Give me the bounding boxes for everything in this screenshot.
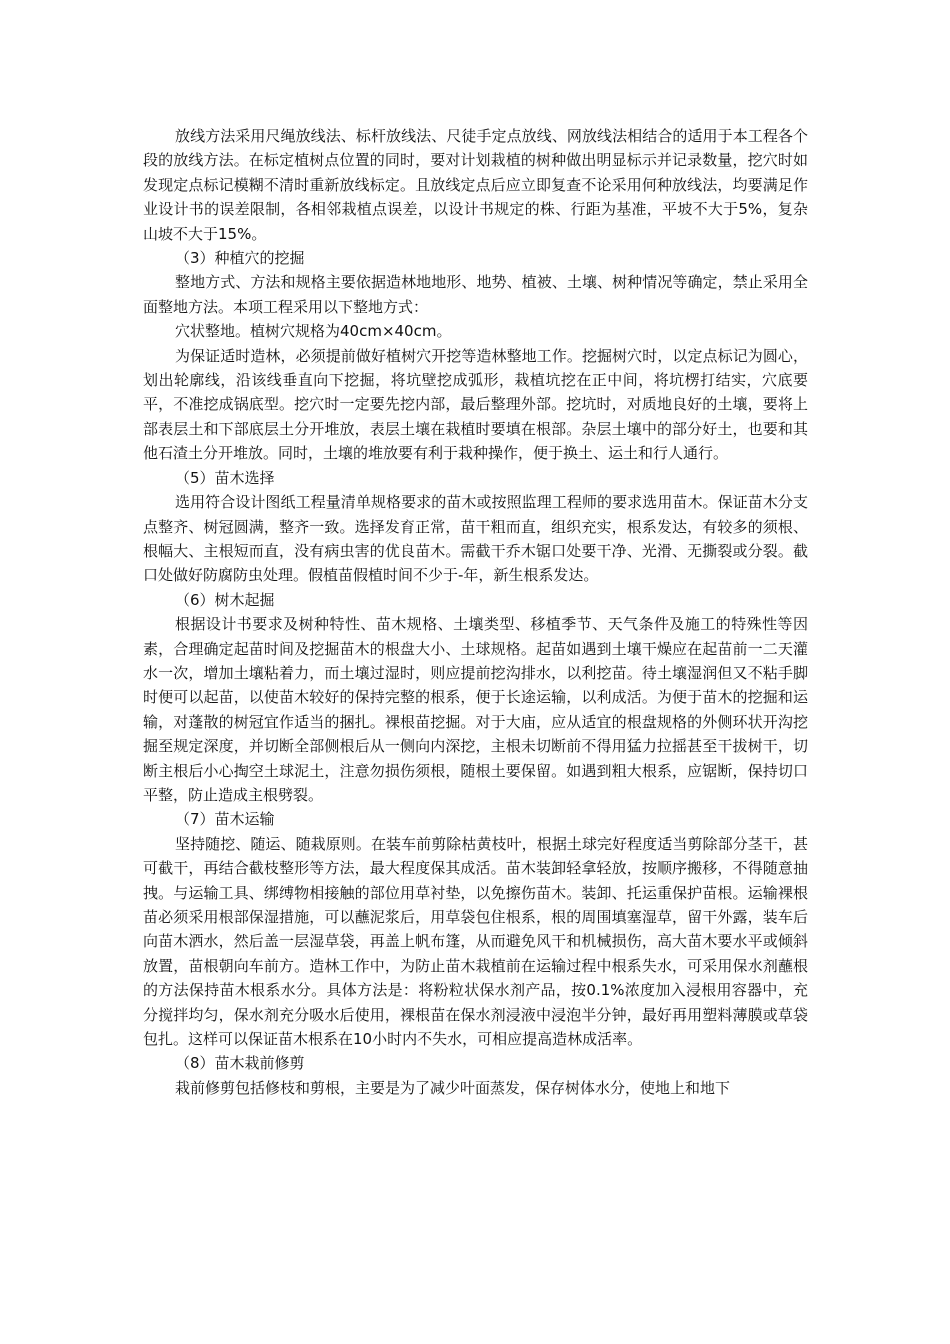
section-heading-tree-lifting: （6）树木起掘 <box>175 590 275 609</box>
document-body <box>143 124 808 1100</box>
paragraph-site-preparation: 整地方式、方法和规格主要依据造林地地形、地势、植被、土壤、树种情况等确定，禁止采用全面整地方法。本项工程采用以下整地方式： <box>143 273 808 316</box>
section-heading-planting-hole: （3）种植穴的挖掘 <box>175 249 305 268</box>
section-heading-pre-planting-pruning: （8）苗木栽前修剪 <box>175 1054 305 1073</box>
section-heading-seedling-selection: （5）苗木选择 <box>175 468 275 487</box>
paragraph-hole-size: 穴状整地。植树穴规格为40cm×40cm。 <box>175 322 452 341</box>
paragraph-seedling-selection: 选用符合设计图纸工程量清单规格要求的苗木或按照监理工程师的要求选用苗木。保证苗木分支点整齐、树冠圆满，整齐一致。选择发育正常，苗干粗而直，组织充实，根系发达，有较多的须根、根幅大、主根短而直，没有病虫害的优良苗木。需截干乔木锯口处要干净、光滑、无撕裂或分裂。截口处做好防腐防虫处理。假植苗假植时间不少于-年，新生根系发达。 <box>143 493 808 585</box>
paragraph-tree-lifting: 根据设计书要求及树种特性、苗木规格、土壤类型、移植季节、天气条件及施工的特殊性等因素，合理确定起苗时间及挖掘苗木的根盘大小、土球规格。起苗如遇到土壤干燥应在起苗前一二天灌水一次，增加土壤粘着力，而土壤过湿时，则应提前挖沟排水，以利挖苗。待土壤湿润但又不粘手脚时便可以起苗，以使苗木较好的保持完整的根系，便于长途运输，以利成活。为便于苗木的挖掘和运输，对蓬散的树冠宜作适当的捆扎。裸根苗挖掘。对于大庙，应从适宜的根盘规格的外侧环状开沟挖掘至规定深度，并切断全部侧根后从一侧向内深挖，主根未切断前不得用猛力拉摇甚至干拔树干，切断主根后小心掏空土球泥土，注意勿损伤须根，随根土要保留。如遇到粗大根系，应锯断，保持切口平整，防止造成主根劈裂。 <box>143 615 808 804</box>
paragraph-staking-method: 放线方法采用尺绳放线法、标杆放线法、尺徒手定点放线、网放线法相结合的适用于本工程各个段的放线方法。在标定植树点位置的同时，要对计划栽植的树种做出明显标示并记录数量，挖穴时如发现定点标记模糊不清时重新放线标定。且放线定点后应立即复查不论采用何种放线法，均要满足作业设计书的误差限制，各相邻栽植点误差，以设计书规定的株、行距为基准，平坡不大于5%，复杂山坡不大于15%。 <box>143 127 808 243</box>
paragraph-hole-digging: 为保证适时造林，必须提前做好植树穴开挖等造林整地工作。挖掘树穴时，以定点标记为圆心，划出轮廓线，沿该线垂直向下挖掘，将坑壁挖成弧形，栽植坑挖在正中间，将坑楞打结实，穴底要平，不准挖成锅底型。挖穴时一定要先挖内部，最后整理外部。挖坑时，对质地良好的土壤，要将上部表层土和下部底层土分开堆放，表层土壤在栽植时要填在根部。杂层土壤中的部分好土，也要和其他石渣土分开堆放。同时，土壤的堆放要有利于栽种操作，便于换土、运土和行人通行。 <box>143 346 808 463</box>
paragraph-seedling-transport: 坚持随挖、随运、随栽原则。在装车前剪除枯黄枝叶，根据土球完好程度适当剪除部分茎干，甚可截干，再结合截枝整形等方法，最大程度保其成活。苗木装卸轻拿轻放，按顺序搬移，不得随意抽拽。与运输工具、绑缚物相接触的部位用草衬垫，以免擦伤苗木。装卸、托运重保护苗根。运输裸根苗必须采用根部保湿措施，可以蘸泥浆后，用草袋包住根系，根的周围填塞湿草，留干外露，装车后向苗木洒水，然后盖一层湿草袋，再盖上帆布篷，从而避免风干和机械损伤，高大苗木要水平或倾斜放置，苗根朝向车前方。造林工作中，为防止苗木栽植前在运输过程中根系失水，可采用保水剂蘸根的方法保持苗木根系水分。具体方法是：将粉粒状保水剂产品，按0.1%浓度加入浸根用容器中，充分搅拌均匀，保水剂充分吸水后使用，裸根苗在保水剂浸液中浸泡半分钟，最好再用塑料薄膜或草袋包扎。这样可以保证苗木根系在10小时内不失水，可相应提高造林成活率。 <box>143 834 808 1049</box>
section-heading-seedling-transport: （7）苗木运输 <box>175 810 275 829</box>
paragraph-pre-planting-pruning: 栽前修剪包括修枝和剪根，主要是为了减少叶面蒸发，保存树体水分，使地上和地下 <box>175 1078 731 1097</box>
